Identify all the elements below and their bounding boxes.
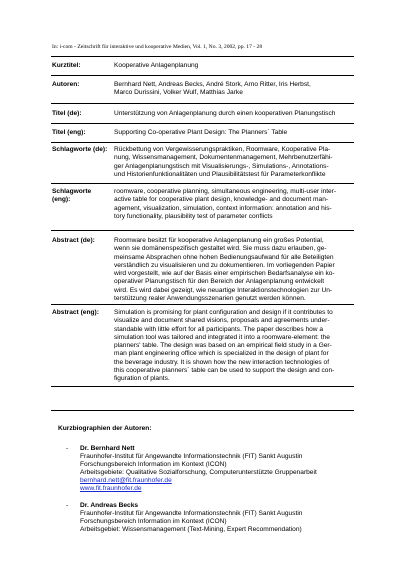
field-value-line: wenn sie domänenspezifisch gestaltet wird. Sie muss dazu erlauben, ge-: [114, 245, 327, 253]
row-divider: [51, 230, 354, 231]
field-value-line: Supporting Co-operative Plant Design: The Planners´ Table: [114, 129, 288, 136]
field-label: Titel (eng):: [52, 129, 86, 136]
field-value-line: visualize and document shared visions, proposals and agreements under-: [114, 317, 330, 325]
field-value-line: Rückbettung von Vergewisserungspraktiken, Roomware, Kooperative Pla-: [114, 146, 331, 153]
field-value-line: agement, visualization, simulation, context information: annotation and his-: [114, 204, 332, 212]
field-value-line: roomware, cooperative planning, simultaneous engineering, multi-user inter-: [114, 188, 337, 195]
bio-line: Forschungsbereich Information im Kontext (ICON): [80, 517, 227, 525]
row-divider: [51, 183, 354, 184]
bio-line: Forschungsbereich Information im Kontext (ICON): [80, 460, 227, 468]
field-label: Abstract (de):: [52, 237, 95, 244]
field-label: Kurztitel:: [52, 62, 81, 69]
field-value-line: figuration of plants.: [114, 375, 170, 383]
row-divider: [51, 103, 354, 104]
field-value-line: simulation tool was tailored and integrated it into a roomware-element: the: [114, 333, 330, 341]
field-value: [114, 110, 354, 118]
email-link[interactable]: bernhard.nett@fit.fraunhofer.de: [80, 476, 172, 484]
journal-citation: In: i-com - Zeitschrift für interaktive und kooperative Medien, Vol. 1, No. 3, 2002, pp. 17 - 28: [52, 44, 263, 50]
bio-line: Fraunhofer-Institut für Angewandte Informationstechnik (FIT) Sankt Augustin: [80, 509, 303, 517]
field-value-line: man plant engineering office which is specialized in the design of plant for: [114, 350, 329, 358]
bio-heading: Kurzbiographien der Autoren:: [58, 425, 152, 432]
field-value-line: Roomware besitzt für kooperative Anlagenplanung ein großes Potential,: [114, 237, 324, 244]
bio-name: Dr. Andreas Becks: [80, 502, 139, 509]
field-value: [114, 188, 354, 221]
field-value-line: meinsame Absprachen ohne hohen Bedienungsaufwand für alle Beteiligten: [114, 253, 334, 261]
field-value-line: planners' table. The design was based on an empirical field study in a Ger-: [114, 342, 332, 350]
field-value: [114, 237, 354, 303]
field-value-line: Kooperative Anlagenplanung: [114, 62, 199, 69]
field-value-line: operativer Planungstisch für den Bereich der Anlagenplanung entwickelt: [114, 278, 325, 286]
field-value: [114, 81, 354, 98]
field-label: Autoren:: [52, 81, 80, 88]
website-link[interactable]: www.fit.fraunhofer.de: [80, 484, 142, 492]
field-value-line: Unterstützung von Anlagenplanung durch einen kooperativen Planungstisch: [114, 110, 336, 117]
bio-line: Arbeitsgebiet: Wissensmanagement (Text-Mining, Expert Recommendation): [80, 525, 302, 533]
field-value-line: Marco Durissini, Volker Wulf, Matthias Jarke: [114, 89, 243, 97]
field-value-line: the beverage industry. It is shown how the new interaction technologies of: [114, 358, 330, 366]
field-value-line: wird. Es wird dabei gezeigt, wie neuartige Interaktionstechnologien zur Un-: [114, 286, 333, 294]
field-value-line: tory functionality, plausibility test of parameter conflicts: [114, 212, 273, 220]
field-value-line: und Historienfunktionalitäten und Plausibilitätstest für Parameterkonflikte: [114, 170, 326, 178]
field-label: Schlagworte (eng):: [52, 188, 92, 204]
section-divider: [51, 410, 354, 411]
field-value-line: verständlich zu visualisieren und zu dokumentieren. Im vorliegenden Papier: [114, 261, 335, 269]
field-label: Schlagworte (de):: [52, 146, 108, 153]
field-value-line: this cooperative planners´ table can be used to support the design and con-: [114, 367, 335, 375]
bio-entry: [66, 502, 350, 534]
field-value-line: terstützung realer Anwendungsszenarien genutzt werden können.: [114, 295, 306, 303]
row-divider: [51, 75, 354, 76]
field-value-line: ger Anlagenplanungstisch mit Visualisierungs-, Simulations-, Annotations-: [114, 162, 329, 170]
row-divider: [51, 386, 354, 387]
field-value-line: nung, Wissensmanagement, Dokumentenmanagement, Mehrbenutzerfähi-: [114, 154, 333, 162]
field-value-line: standable with little effort for all participants. The paper describes how a: [114, 325, 324, 333]
field-value-line: wird vorgestellt, wie auf der Basis einer empirischen Bedarfsanalyse ein ko-: [114, 270, 335, 278]
list-dash: -: [66, 445, 69, 452]
field-value: [114, 62, 354, 70]
field-value: [114, 309, 354, 384]
list-dash: -: [66, 502, 69, 509]
bio-entry: [66, 445, 350, 492]
field-value: [114, 129, 354, 137]
top-divider: [51, 56, 354, 57]
field-label: Titel (de):: [52, 110, 82, 117]
field-value: [114, 146, 354, 179]
field-value-line: Simulation is promising for plant configuration and design if it contributes to: [114, 309, 333, 316]
field-value-line: active table for cooperative plant design, knowledge- and document man-: [114, 196, 329, 204]
row-divider: [51, 123, 354, 124]
row-divider: [51, 304, 354, 305]
field-label: Abstract (eng):: [52, 309, 99, 316]
field-value-line: Bernhard Nett, Andreas Becks, André Stork, Arno Ritter, Iris Herbst,: [114, 81, 311, 88]
bio-line: Fraunhofer-Institut für Angewandte Informationstechnik (FIT) Sankt Augustin: [80, 452, 303, 460]
bio-line: Arbeitsgebiete: Qualitative Sozialforschung, Computerunterstützte Gruppenarbeit: [80, 468, 317, 476]
row-divider: [51, 142, 354, 143]
bio-name: Dr. Bernhard Nett: [80, 445, 135, 452]
